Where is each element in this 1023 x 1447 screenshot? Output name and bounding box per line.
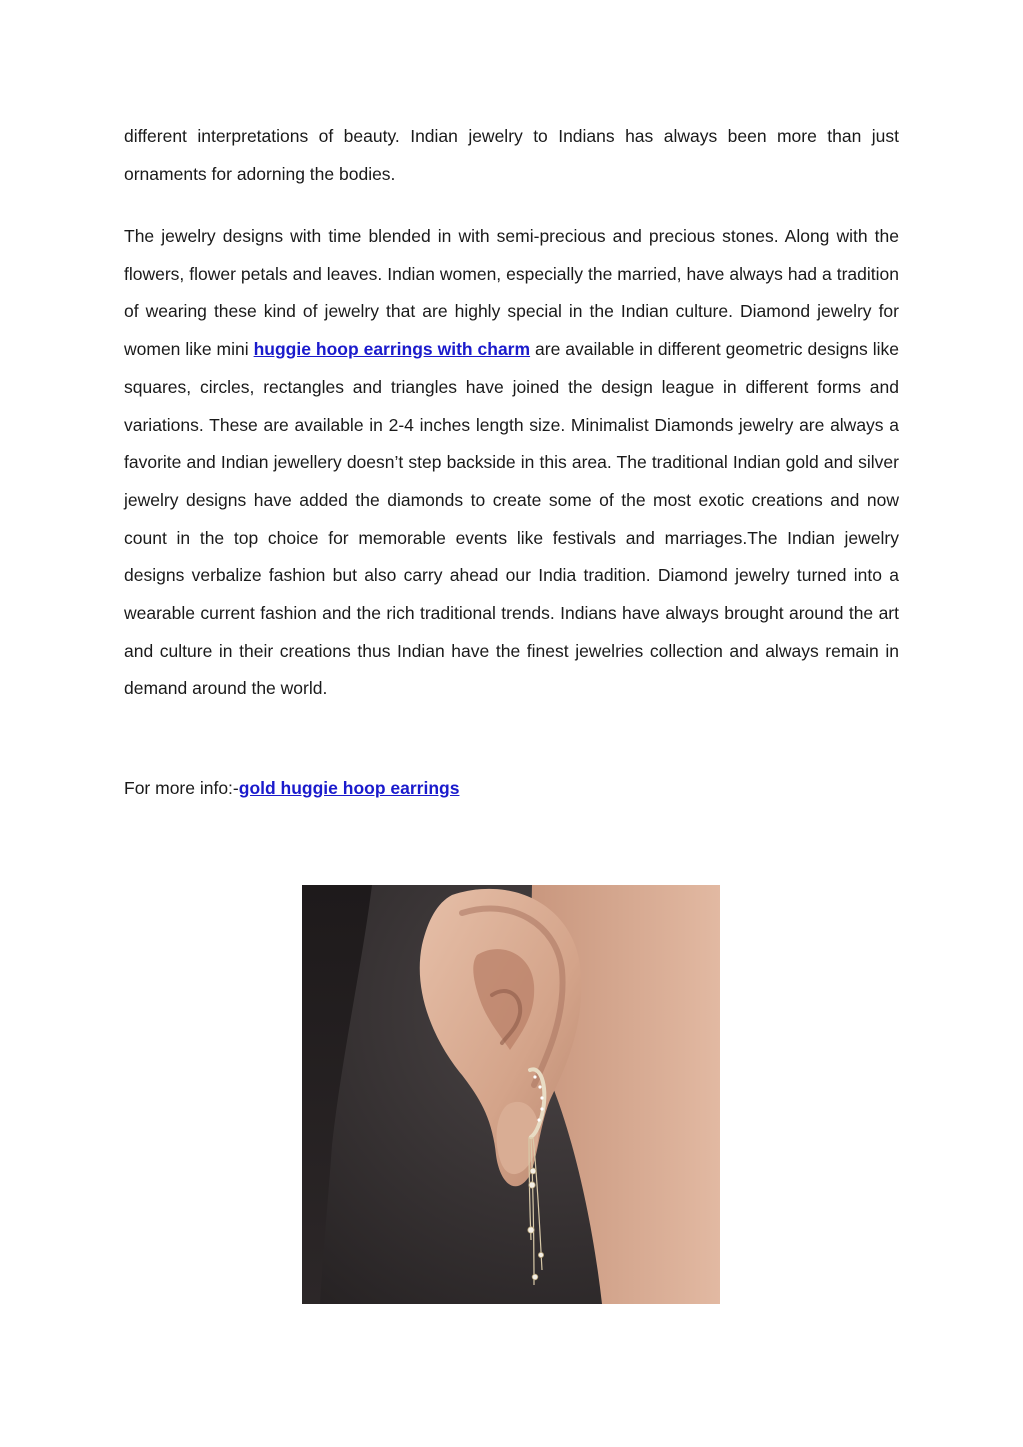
earring-photo: [302, 885, 720, 1304]
more-info-line: [124, 770, 899, 808]
paragraph-main-text-2: are available in different geometric designs like squares, circles, rectangles and triangles have joined the design league in different forms and variations. These are available in 2-4 inches length size. Minimalist Diamonds jewelry are always a favorite and Indian jewellery doesn’t step backside in this area. The traditional Indian gold and silver jewelry designs have added the diamonds to create some of the most exotic creations and now count in the top choice for memorable events like festivals and marriages.The Indian jewelry designs verbalize fashion but also carry ahead our India tradition. Diamond jewelry turned into a wearable current fashion and the rich traditional trends. Indians have always brought around the art and culture in their creations thus Indian have the finest jewelries collection and always remain in demand around the world.: [124, 339, 899, 699]
gold-huggie-hoop-earrings-link[interactable]: gold huggie hoop earrings: [238, 778, 460, 798]
more-info-label: For more info:-: [124, 778, 239, 798]
paragraph-intro: different interpretations of beauty. Indian jewelry to Indians has always been more than just ornaments for adorning the bodies.: [124, 126, 899, 184]
paragraph-main-text-1: The jewelry designs with time blended in with semi-precious and precious stones. Along with the flowers, flower petals and leaves. Indian women, especially the married, have always had a tradition of wearing these kind of jewelry that are highly special in the Indian culture. Diamond jewelry for women like mini: [124, 226, 899, 360]
huggie-hoop-earrings-with-charm-link[interactable]: huggie hoop earrings with charm: [253, 339, 531, 360]
paragraph-main: [124, 218, 899, 708]
